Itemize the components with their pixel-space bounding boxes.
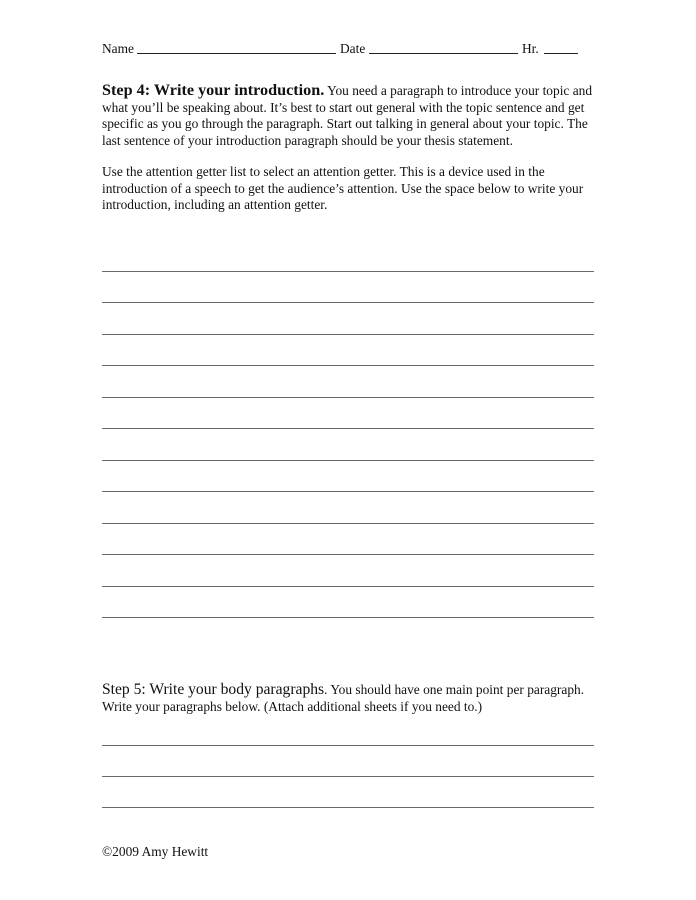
name-label: Name [102, 41, 134, 56]
date-label: Date [340, 41, 366, 56]
writing-line[interactable] [102, 807, 594, 808]
hour-label: Hr. [522, 41, 539, 56]
writing-line[interactable] [102, 302, 594, 303]
step5-paragraph [102, 682, 602, 715]
writing-line[interactable] [102, 334, 594, 335]
writing-line[interactable] [102, 586, 594, 587]
hour-field-blank[interactable] [544, 53, 578, 54]
step4-paragraph [102, 82, 602, 149]
writing-line[interactable] [102, 776, 594, 777]
writing-line[interactable] [102, 428, 594, 429]
student-info-row [102, 40, 592, 58]
writing-line[interactable] [102, 365, 594, 366]
writing-line[interactable] [102, 617, 594, 618]
name-field-blank[interactable] [137, 53, 336, 54]
writing-line[interactable] [102, 745, 594, 746]
attention-getter-instructions: Use the attention getter list to select an attention getter. This is a device used in the introduction of a speech to get the audience’s attention. Use the space below to write your introduction, including an attention getter. [102, 164, 584, 213]
writing-line[interactable] [102, 491, 594, 492]
copyright-footer: ©2009 Amy Hewitt [102, 844, 209, 859]
step5-body: . You should have one main point per paragraph. Write your paragraphs below. (Attach additional sheets if you need to.) [102, 682, 585, 714]
writing-line[interactable] [102, 460, 594, 461]
step5-heading: Step 5: Write your body paragraphs [102, 681, 325, 698]
writing-line[interactable] [102, 554, 594, 555]
writing-line[interactable] [102, 271, 594, 272]
writing-line[interactable] [102, 397, 594, 398]
step4-body: You need a paragraph to introduce your topic and what you’ll be speaking about. It’s best to start out general with the topic sentence and get specific as you go through the paragraph. Start out talking in general about your topic. The last sentence of your introduction paragraph should be your thesis statement. [102, 83, 593, 148]
date-field-blank[interactable] [369, 53, 518, 54]
writing-line[interactable] [102, 523, 594, 524]
step4-heading: Step 4: Write your introduction. [102, 81, 325, 99]
